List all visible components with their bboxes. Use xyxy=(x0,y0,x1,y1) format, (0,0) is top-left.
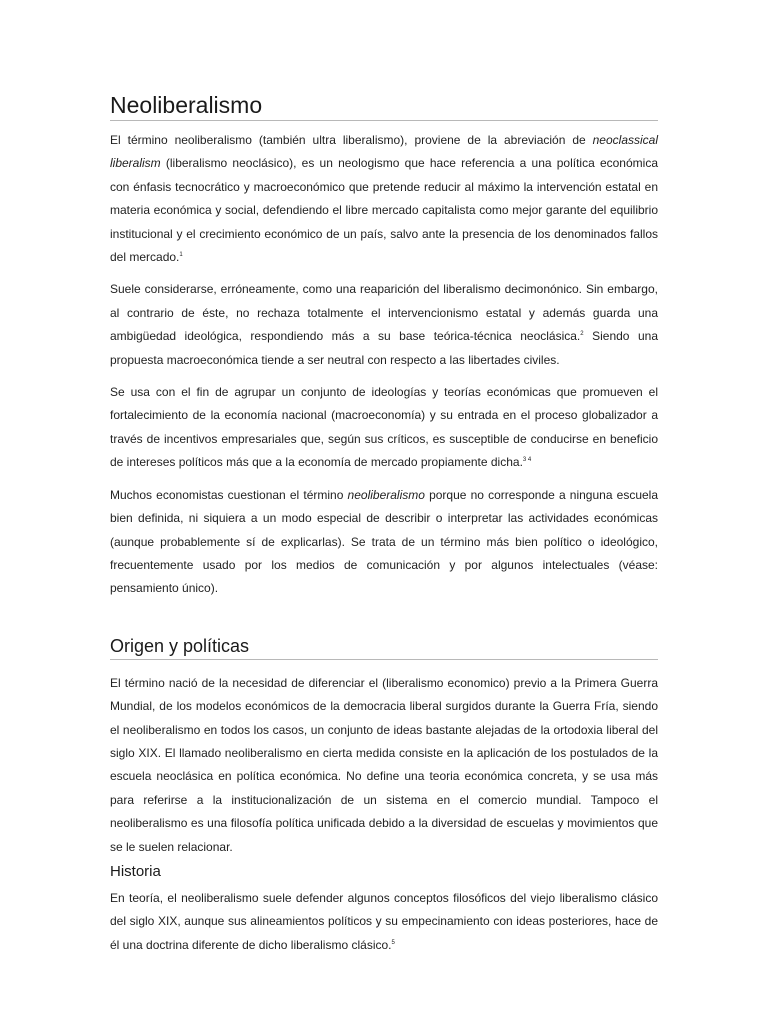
footnote-ref-2[interactable]: 2 xyxy=(580,331,584,338)
intro-p3-text-a: Se usa con el fin de agrupar un conjunto de ideologías y teorías económicas que promueven el fortalecimiento de la economía nacional (macroeconomía) y su entrada en el proceso globalizador a través de incentivos empresariales que, según sus críticos, es susceptible de conducirse en beneficio de intereses políticos más que a la economía de mercado propiamente dicha. xyxy=(110,385,658,470)
footnote-ref-1[interactable]: 1 xyxy=(179,252,183,259)
intro-p2-text-a: Suele considerarse, erróneamente, como una reaparición del liberalismo decimonónico. Sin embargo, al contrario de éste, no rechaza totalmente el intervencionismo estatal y además guarda una ambigüedad ideológica, respondiendo más a su base teórica-técnica neoclásica. xyxy=(110,282,658,344)
intro-paragraph-3 xyxy=(110,381,658,475)
intro-p2-text-b: Siendo una propuesta macroeconómica tiende a ser neutral con respecto a las libertades civiles. xyxy=(110,329,658,367)
intro-p4-italic: neoliberalismo xyxy=(347,487,425,502)
article xyxy=(110,90,658,957)
section-heading-origen: Origen y políticas xyxy=(110,633,658,660)
intro-paragraph-4 xyxy=(110,484,658,601)
intro-p1-italic: neoclassical liberalism xyxy=(110,133,658,171)
intro-p4-text-a: Muchos economistas cuestionan el término xyxy=(110,487,348,502)
historia-paragraph-1 xyxy=(110,887,658,957)
footnote-ref-5[interactable]: 5 xyxy=(391,939,395,946)
historia-p1-text-a: En teoría, el neoliberalismo suele defender algunos conceptos filosóficos del viejo liberalismo clásico del siglo XIX, aunque sus alineamientos políticos y su empecinamiento con ideas posteriores, hace de él una doctrina diferente de dicho liberalismo clásico. xyxy=(110,890,658,952)
subsection-heading-historia: Historia xyxy=(110,862,161,880)
intro-p1-text-a: El término neoliberalismo (también ultra liberalismo), proviene de la abreviación de xyxy=(110,133,593,147)
footnote-ref-3-4[interactable]: 3 4 xyxy=(522,457,532,464)
intro-paragraph-2 xyxy=(110,278,658,372)
origen-paragraph-1: El término nació de la necesidad de diferenciar el (liberalismo economico) previo a la Primera Guerra Mundial, de los modelos económicos de la democracia liberal surgidos durante la Guerra Fría, siendo el neoliberalismo en todos los casos, un conjunto de ideas bastante alejadas de la ortodoxia liberal del siglo XIX. El llamado neoliberalismo en cierta medida consiste en la aplicación de los postulados de la escuela neoclásica en política económica. No define una teoria económica concreta, y se usa más para referirse a la institucionalización de un sistema en el comercio mundial. Tampoco el neoliberalismo es una filosofía política unificada debido a la diversidad de escuelas y movimientos que se le suelen relacionar. xyxy=(110,675,658,854)
page-title: Neoliberalismo xyxy=(110,90,658,121)
intro-paragraph-1 xyxy=(110,129,658,269)
intro-p4-text-b: porque no corresponde a ninguna escuela bien definida, ni siquiera a un modo especial de describir o interpretar las actividades económicas (aunque probablemente sí de explicarlas). Se trata de un término más bien político o ideológico, frecuentemente usado por los medios de comunicación y por algunos intelectuales (véase: pensamiento único). xyxy=(110,487,659,596)
intro-p1-text-b: (liberalismo neoclásico), es un neologismo que hace referencia a una política económica con énfasis tecnocrático y macroeconómico que pretende reducir al máximo la intervención estatal en materia económica y social, defendiendo el libre mercado capitalista como mejor garante del equilibrio institucional y el crecimiento económico de un país, salvo ante la presencia de los denominados fallos del mercado. xyxy=(110,156,658,265)
